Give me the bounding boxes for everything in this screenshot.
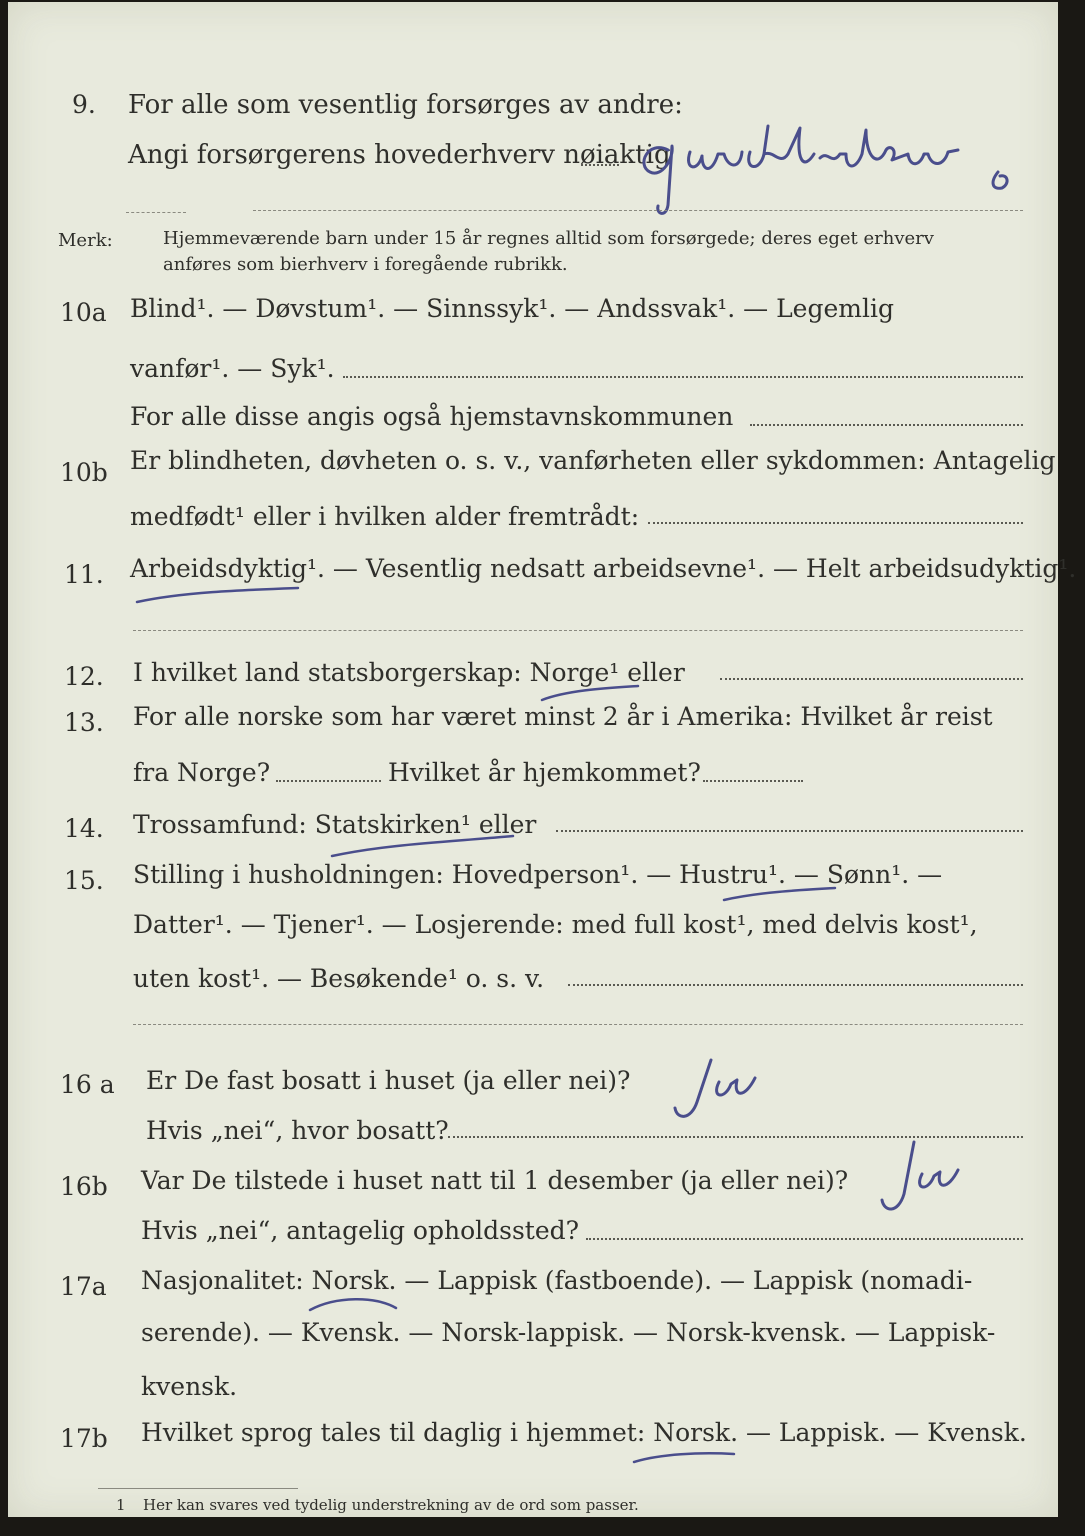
question-number-15: 15. [64, 866, 104, 895]
q9-line-1: For alle som vesentlig forsørges av andre: [128, 90, 683, 120]
q16a-handwritten-answer [663, 1052, 773, 1132]
q13-fill-dots-2 [703, 780, 803, 782]
q16b-handwritten-answer [868, 1138, 978, 1228]
question-number-10b: 10b [60, 458, 108, 487]
separator-15 [133, 1024, 1023, 1025]
question-number-11: 11. [64, 560, 104, 589]
q13-fill-dots-1 [276, 780, 381, 782]
q17a-line-1: Nasjonalitet: Norsk. — Lappisk (fastboende). — Lappisk (nomadi- [141, 1266, 973, 1295]
census-form-page [8, 2, 1077, 1517]
q17a-line-3: kvensk. [141, 1372, 238, 1401]
separator-11 [133, 630, 1023, 631]
question-number-17b: 17b [60, 1424, 108, 1453]
footnote-marker: 1 [116, 1496, 126, 1514]
q9-fill-dots [581, 164, 619, 166]
separator-short [126, 212, 186, 213]
question-number-17a: 17a [60, 1272, 107, 1301]
q10b-line-1: Er blindheten, døvheten o. s. v., vanførheten eller sykdommen: Antagelig [130, 446, 1056, 475]
q17b-underline-mark [630, 1446, 740, 1470]
q16b-fill-dots [586, 1238, 1023, 1240]
question-number-10a: 10a [60, 298, 107, 327]
q16b-line-1: Var De tilstede i huset natt til 1 desember (ja eller nei)? [141, 1166, 849, 1195]
merk-line-1: Hjemmeværende barn under 15 år regnes alltid som forsørgede; deres eget erhverv [163, 228, 934, 249]
q16b-line-2: Hvis „nei“, antagelig opholdssted? [141, 1216, 580, 1245]
footnote-rule [98, 1488, 298, 1489]
q15-line-2: Datter¹. — Tjener¹. — Losjerende: med full kost¹, med delvis kost¹, [133, 910, 978, 939]
footnote-text: Her kan svares ved tydelig understrekning av de ord som passer. [143, 1496, 639, 1514]
question-number-14: 14. [64, 814, 104, 843]
q14-underline-mark [328, 832, 518, 862]
merk-line-2: anføres som bierhverv i foregående rubrikk. [163, 254, 568, 275]
q13-line-1: For alle norske som har været minst 2 år i Amerika: Hvilket år reist [133, 702, 993, 731]
q10a-line-1: Blind¹. — Døvstum¹. — Sinnssyk¹. — Andssvak¹. — Legemlig [130, 294, 894, 323]
q17a-underline-mark [306, 1292, 406, 1318]
q13-line-2a: fra Norge? [133, 758, 271, 787]
q15-fill-dots [568, 984, 1023, 986]
q11-line-1: Arbeidsdyktig¹. — Vesentlig nedsatt arbeidsevne¹. — Helt arbeidsudyktig¹. [130, 554, 1077, 583]
merk-label: Merk: [58, 230, 113, 251]
q14-line-1: Trossamfund: Statskirken¹ eller [133, 810, 537, 839]
q9-handwritten-answer [628, 110, 1048, 230]
q11-underline-mark [133, 582, 303, 612]
q16a-line-2: Hvis „nei“, hvor bosatt? [146, 1116, 449, 1145]
q10a-fill-dots-2 [750, 424, 1023, 426]
q15-line-1: Stilling i husholdningen: Hovedperson¹. — Hustru¹. — Sønn¹. — [133, 860, 943, 889]
q16a-line-1: Er De fast bosatt i huset (ja eller nei)? [146, 1066, 631, 1095]
q13-line-2b: Hvilket år hjemkommet? [388, 758, 701, 787]
q12-fill-dots [720, 678, 1023, 680]
q10a-line-2: vanfør¹. — Syk¹. [130, 354, 335, 383]
q10a-line-3: For alle disse angis også hjemstavnskommunen [130, 402, 734, 431]
q15-underline-mark [720, 878, 840, 906]
q17a-line-2: serende). — Kvensk. — Norsk-lappisk. — Norsk-kvensk. — Lappisk- [141, 1318, 996, 1347]
question-number-13: 13. [64, 708, 104, 737]
q9-line-2: Angi forsørgerens hovederhverv nøiaktig [128, 140, 671, 170]
q12-line-1: I hvilket land statsborgerskap: Norge¹ eller [133, 658, 685, 687]
q17b-line-1: Hvilket sprog tales til daglig i hjemmet: Norsk. — Lappisk. — Kvensk. [141, 1418, 1027, 1447]
q15-line-3: uten kost¹. — Besøkende¹ o. s. v. [133, 964, 545, 993]
question-number-12: 12. [64, 662, 104, 691]
q10a-fill-dots-1 [343, 376, 1023, 378]
separator-9 [253, 210, 1023, 211]
q10b-fill-dots [648, 522, 1023, 524]
question-number-16a: 16 a [60, 1070, 115, 1099]
q10b-line-2: medfødt¹ eller i hvilken alder fremtrådt: [130, 502, 640, 531]
question-number-9: 9. [72, 90, 96, 119]
question-number-16b: 16b [60, 1172, 108, 1201]
q14-fill-dots [556, 830, 1023, 832]
